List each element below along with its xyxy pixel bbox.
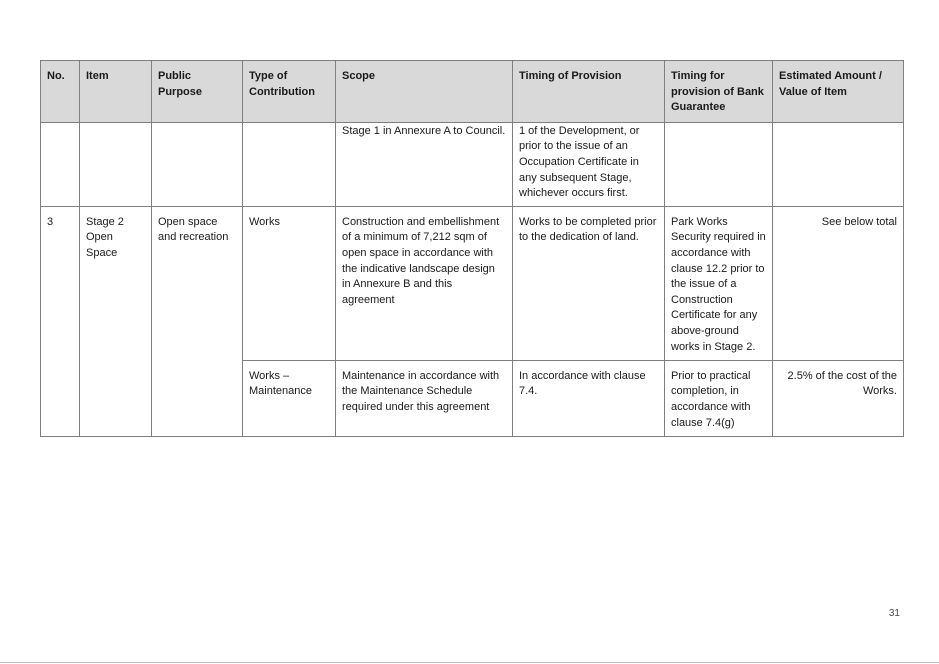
cell-timing-of-provision: 1 of the Development, or prior to the issue of an Occupation Certificate in any subsequent Stage, whichever occurs first. <box>513 122 665 206</box>
cell-empty <box>41 122 80 206</box>
cell-type: Works – Maintenance <box>243 360 336 436</box>
cell-empty <box>773 122 904 206</box>
table-header-row <box>41 61 904 123</box>
cell-scope: Maintenance in accordance with the Maintenance Schedule required under this agreement <box>336 360 513 436</box>
header-timing-of-provision: Timing of Provision <box>513 61 665 123</box>
cell-number: 3 <box>41 206 80 436</box>
cell-empty <box>665 122 773 206</box>
cell-estimated-amount: See below total <box>773 206 904 360</box>
contributions-table <box>40 60 904 437</box>
header-public-purpose: Public Purpose <box>152 61 243 123</box>
cell-timing-of-provision: Works to be completed prior to the dedication of land. <box>513 206 665 360</box>
header-bank-guarantee-timing: Timing for provision of Bank Guarantee <box>665 61 773 123</box>
cell-empty <box>152 122 243 206</box>
cell-scope: Construction and embellishment of a minimum of 7,212 sqm of open space in accordance with the indicative landscape design in Annexure B and this agreement <box>336 206 513 360</box>
cell-scope: Stage 1 in Annexure A to Council. <box>336 122 513 206</box>
header-no: No. <box>41 61 80 123</box>
cell-empty <box>80 122 152 206</box>
cell-type: Works <box>243 206 336 360</box>
table-row-item-3-works <box>41 206 904 360</box>
header-type-of-contribution: Type of Contribution <box>243 61 336 123</box>
header-estimated-amount: Estimated Amount / Value of Item <box>773 61 904 123</box>
header-scope: Scope <box>336 61 513 123</box>
cell-empty <box>243 122 336 206</box>
table-row-continuation <box>41 122 904 206</box>
cell-timing-of-provision: In accordance with clause 7.4. <box>513 360 665 436</box>
cell-public-purpose: Open space and recreation <box>152 206 243 436</box>
cell-bank-guarantee-timing: Park Works Security required in accordance with clause 12.2 prior to the issue of a Construction Certificate for any above-ground works in Stage 2. <box>665 206 773 360</box>
cell-item: Stage 2 Open Space <box>80 206 152 436</box>
cell-estimated-amount: 2.5% of the cost of the Works. <box>773 360 904 436</box>
header-item: Item <box>80 61 152 123</box>
cell-bank-guarantee-timing: Prior to practical completion, in accordance with clause 7.4(g) <box>665 360 773 436</box>
page-number: 31 <box>888 608 900 619</box>
